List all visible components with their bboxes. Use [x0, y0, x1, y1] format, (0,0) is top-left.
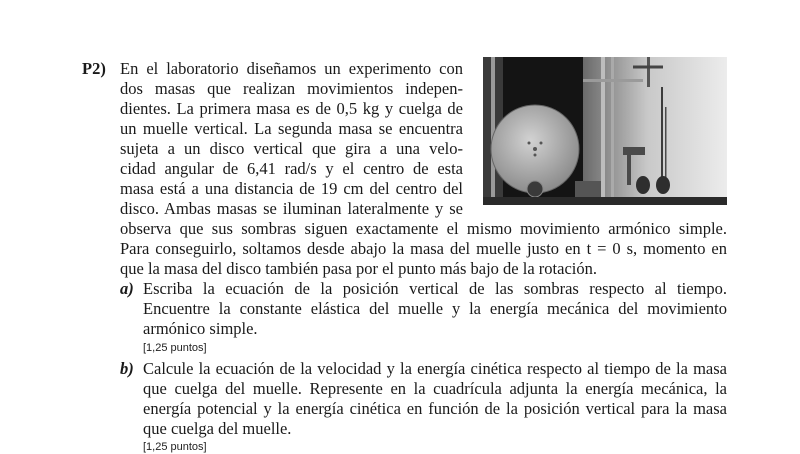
body-line-1: observa que sus sombras siguen exactamente el mismo movimiento armónico simple. [120, 219, 727, 238]
item-b-line-1: Calcule la ecuación de la velocidad y la energía cinética respecto al tiempo de la masa [143, 359, 727, 378]
item-b-line-2: que cuelga del muelle. Represente en la cuadrícula adjunta la energía mecánica, la [143, 379, 727, 398]
item-b-letter: b) [120, 359, 134, 378]
intro-line-2: dos masas que realizan movimientos indepen- [120, 79, 463, 98]
intro-line-8: disco. Ambas masas se iluminan lateralmente y se [120, 199, 463, 218]
intro-line-7: masa está a una distancia de 19 cm del centro del [120, 179, 463, 198]
item-a-line-2: Encuentre la constante elástica del muelle y la energía mecánica del movimiento [143, 299, 727, 318]
item-a-line-3: armónico simple. [143, 319, 258, 338]
body-line-2: Para conseguirlo, soltamos desde abajo la masa del muelle justo en t = 0 s, momento en [120, 239, 727, 258]
item-a-letter: a) [120, 279, 134, 298]
item-a-points: [1,25 puntos] [143, 342, 207, 354]
intro-line-3: dientes. La primera masa es de 0,5 kg y cuelga de [120, 99, 463, 118]
item-b-points: [1,25 puntos] [143, 441, 207, 453]
intro-line-4: un muelle vertical. La segunda masa se encuentra [120, 119, 463, 138]
item-b-line-3: energía potencial y la energía cinética en función de la posición vertical para la masa [143, 399, 727, 418]
intro-line-5: sujeta a un disco vertical que gira a una velo- [120, 139, 463, 158]
intro-line-1: En el laboratorio diseñamos un experimento con [120, 59, 463, 78]
item-b-line-4: que cuelga del muelle. [143, 419, 292, 438]
body-line-3: que la masa del disco también pasa por el punto más bajo de la rotación. [120, 259, 597, 278]
intro-line-6: cidad angular de 6,41 rad/s y el centro de esta [120, 159, 463, 178]
lab-setup-photo [483, 57, 727, 205]
problem-label: P2) [82, 59, 106, 78]
item-a-line-1: Escriba la ecuación de la posición vertical de las sombras respecto al tiempo. [143, 279, 727, 298]
